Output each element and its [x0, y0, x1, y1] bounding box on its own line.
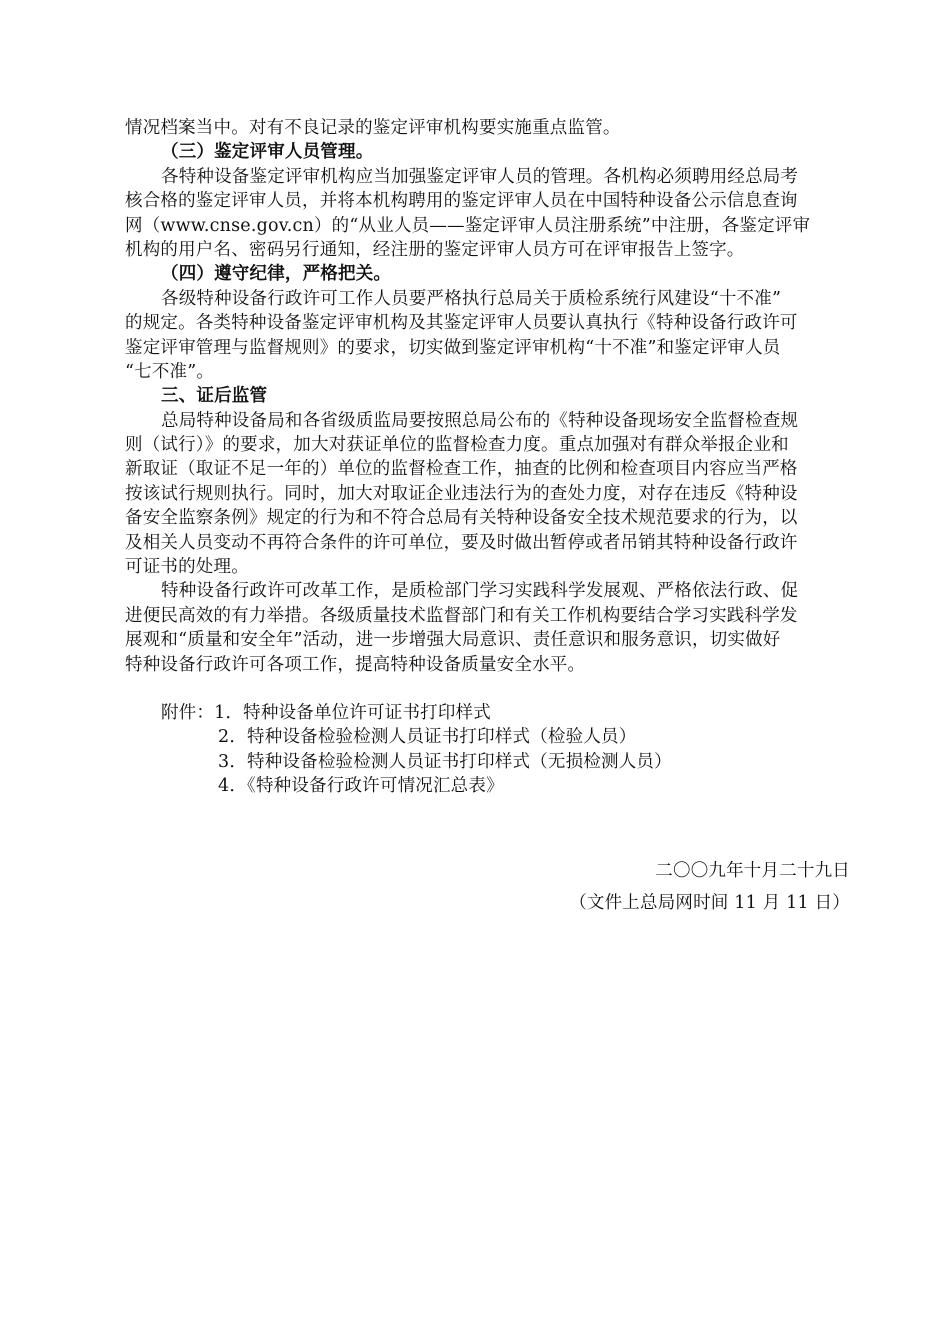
body-line: 总局特种设备局和各省级质监局要按照总局公布的《特种设备现场安全监督检查规: [161, 410, 799, 431]
body-line: 情况档案当中。对有不良记录的鉴定评审机构要实施重点监管。: [125, 118, 621, 138]
body-line: 备安全监察条例》规定的行为和不符合总局有关特种设备安全技术规范要求的行为，以: [125, 508, 798, 529]
attachment-item: 附件：1．特种设备单位许可证书打印样式: [161, 702, 491, 723]
body-line: 网（www.cnse.gov.cn）的“从业人员——鉴定评审人员注册系统”中注册，各鉴定评审: [125, 215, 811, 236]
body-line: 特种设备行政许可改革工作，是质检部门学习实践科学发展观、严格依法行政、促: [161, 581, 799, 602]
attachments-label: 附件：: [161, 702, 215, 723]
section-heading: （四）遵守纪律，严格把关。: [161, 264, 392, 285]
body-line: 及相关人员变动不再符合条件的许可单位，要及时做出暂停或者吊销其特种设备行政许: [125, 532, 798, 553]
attachment-item: 3．特种设备检验检测人员证书打印样式（无损检测人员）: [218, 751, 672, 772]
body-line: 的规定。各类特种设备鉴定评审机构及其鉴定评审人员要认真执行《特种设备行政许可: [125, 313, 798, 334]
section-heading: 三、证后监管: [161, 386, 268, 407]
body-line: 各特种设备鉴定评审机构应当加强鉴定评审人员的管理。各机构必须聘用经总局考: [161, 166, 799, 187]
attachments-list: [125, 701, 850, 799]
body-line: “七不准”。: [125, 361, 215, 382]
body-line: 特种设备行政许可各项工作，提高特种设备质量安全水平。: [125, 654, 586, 675]
body-line: 新取证（取证不足一年的）单位的监督检查工作，抽查的比例和检查项目内容应当严格: [125, 459, 798, 480]
document-page: [125, 116, 850, 915]
attachment-item: 4．《特种设备行政许可情况汇总表》: [218, 776, 504, 797]
section-heading: （三）鉴定评审人员管理。: [161, 142, 374, 163]
attachment-item: 2．特种设备检验检测人员证书打印样式（检验人员）: [218, 727, 637, 748]
body-line: 则（试行）》的要求，加大对获证单位的监督检查力度。重点加强对有群众举报企业和: [125, 435, 789, 456]
body-line: 核合格的鉴定评审人员，并将本机构聘用的鉴定评审人员在中国特种设备公示信息查询: [125, 191, 798, 212]
body-line: 可证书的处理。: [125, 557, 249, 578]
body-line: 机构的用户名、密码另行通知，经注册的鉴定评审人员方可在评审报告上签字。: [125, 239, 745, 260]
upload-note: （文件上总局网时间 11 月 11 日）: [569, 892, 850, 913]
body-line: 展观和“质量和安全年”活动，进一步增强大局意识、责任意识和服务意识，切实做好: [125, 630, 781, 651]
body-line: 进便民高效的有力举措。各级质量技术监督部门和有关工作机构要结合学习实践科学发: [125, 605, 798, 626]
body-line: 按该试行规则执行。同时，加大对取证企业违法行为的查处力度，对存在违反《特种设: [125, 483, 798, 504]
body-line: 鉴定评审管理与监督规则》的要求，切实做到鉴定评审机构“十不准”和鉴定评审人员: [125, 337, 781, 358]
issue-date: 二〇〇九年十月二十九日: [655, 860, 850, 881]
body-line: 各级特种设备行政许可工作人员要严格执行总局关于质检系统行风建设“十不准”: [161, 288, 782, 309]
